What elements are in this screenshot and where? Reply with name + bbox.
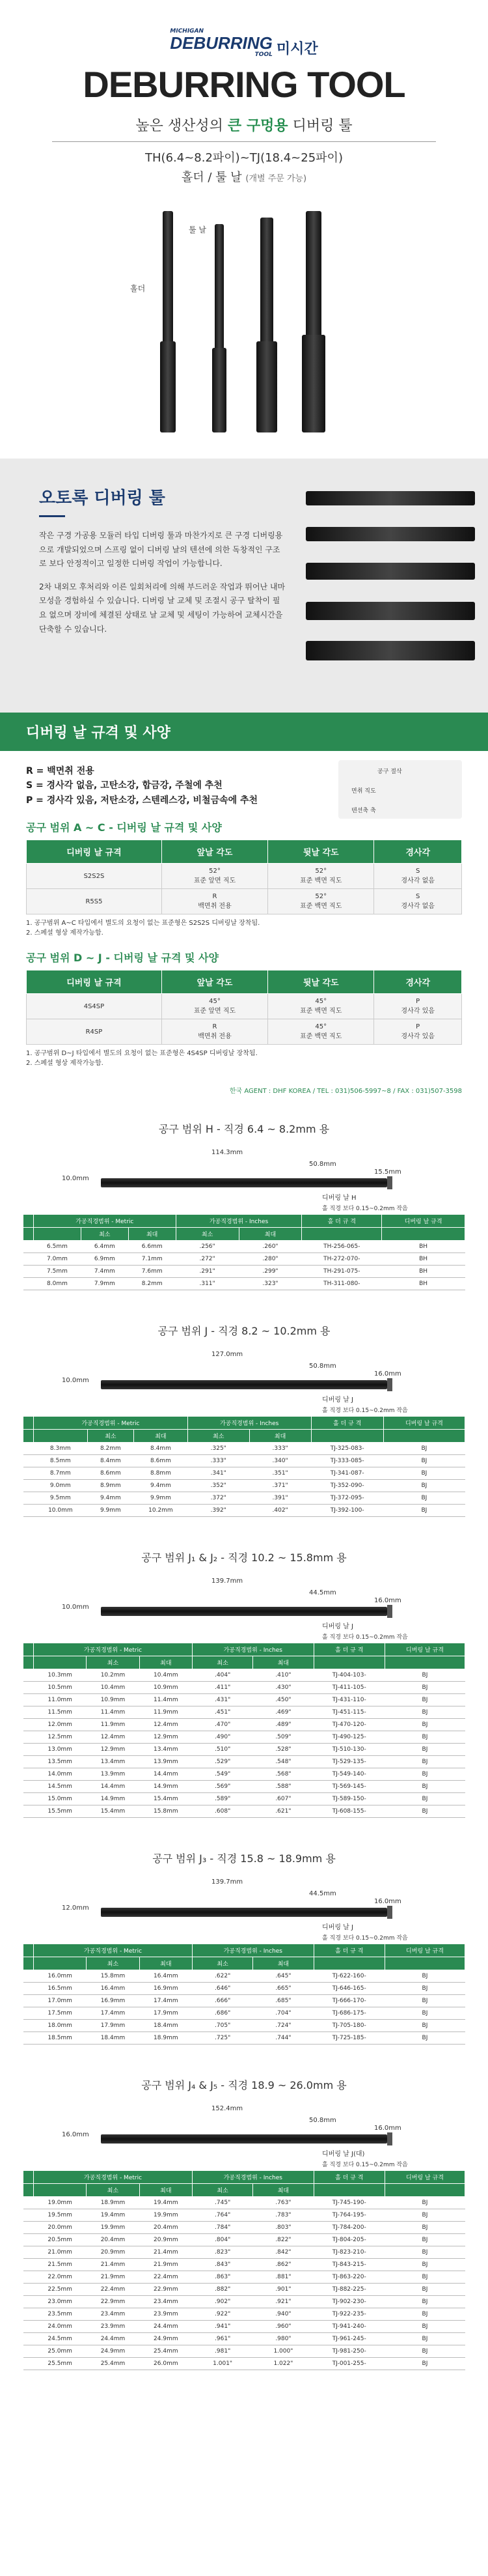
spec-table-a-c: 디버링 날 규격 앞날 각도 뒷날 각도 경사각 S2S2S 52° 표준 앞면 직도 52° 표준 백면 직도 S 경사각 없음 R5S5 R 백면취 전용 52° 표준 백면 직도 S 경사각 없음 xyxy=(26,840,462,914)
table-row: 13.5mm 13.4mm 13.9mm .529" .548" TJ-529-135- BJ xyxy=(23,1756,465,1768)
table-row: 14.0mm 13.9mm 14.4mm .549" .568" TJ-549-140- BJ xyxy=(23,1768,465,1781)
drawing-figure: 10.0mm 139.7mm 44.5mm 16.0mm 디버링 날 J 홀 직경 보다 0.15~0.2mm 작음 xyxy=(62,1578,408,1641)
drawing-title: 공구 범위 H - 직경 6.4 ~ 8.2mm 용 xyxy=(158,1123,330,1136)
drawing-figure: 10.0mm 114.3mm 50.8mm 15.5mm 디버링 날 H 홀 직경 보다 0.15~0.2mm 작음 xyxy=(62,1149,408,1213)
logo-main: DEBURRING xyxy=(170,33,273,53)
intro-title: 오토록 디버링 툴 xyxy=(39,488,165,508)
table-row: 25.5mm 25.4mm 26.0mm 1.001" 1.022" TJ-001-255- BJ xyxy=(23,2358,465,2370)
table1-note: 1. 공구범위 A~C 타입에서 별도의 요청이 없는 표준형은 S2S2S 디버링날 장착됨. 2. 스페셜 형상 제작가능함. xyxy=(26,920,260,937)
agent-contact: 한국 AGENT : DHF KOREA / TEL : 031)506-5997~8 / FAX : 031)507-3598 xyxy=(229,1088,462,1096)
table-row: 7.5mm 7.4mm 7.6mm .291" .299" TH-291-075- BH xyxy=(23,1266,465,1278)
intro-section xyxy=(0,459,488,713)
table-row: 18.0mm 17.9mm 18.4mm .705" .724" TJ-705-180- BJ xyxy=(23,2020,465,2032)
table-row: 9.5mm 9.4mm 9.9mm .372" .391" TJ-372-095- BJ xyxy=(23,1492,465,1505)
table-row: 18.5mm 18.4mm 18.9mm .725" .744" TJ-725-185- BJ xyxy=(23,2032,465,2045)
intro-paragraph-2: 2차 내외모 후처리와 이른 일회처리에 의해 부드러운 작업과 뛰어난 내마모성을 경험하실 수 있습니다. 디버링 날 교체 및 조절시 공구 탈착이 필요 없으며 장비에 체결된 상태로 날 교체 및 세팅이 가능하여 교체시간을 단축할 수 있습니다. xyxy=(39,582,286,634)
spec-section xyxy=(0,751,488,1081)
drawing-table: 가공직경범위 - Metric 가공직경범위 - Inches 홀 더 규 격 디버링 날 규격 최소 최대 최소 최대 8.3mm 8.2mm 8.4mm .325" .333" TJ-325-083- BJ 8.5mm 8.4mm 8.6mm .333" .340" TJ-333-085- BJ 8.7mm 8.6mm 8.8mm .341" .351" TJ-341-087- BJ 9.0mm 8.9mm 9.4mm .352" .371" TJ-352-090- BJ 9.5mm 9.4mm 9.9mm .372" .391" TJ-372-095- BJ 10.0mm 9.9mm 10.2mm .392" .402" TJ-392-100- BJ xyxy=(23,1416,465,1517)
table-row: 23.0mm 22.9mm 23.4mm .902" .921" TJ-902-230- BJ xyxy=(23,2296,465,2308)
drawing-table: 가공직경범위 - Metric 가공직경범위 - Inches 홀 더 규 격 디버링 날 규격 최소 최대 최소 최대 16.0mm 15.8mm 16.4mm .622" .645" TJ-622-160- BJ 16.5mm 16.4mm 16.9mm .646" .665" TJ-646-165- BJ 17.0mm 16.9mm 17.4mm .666" .685" TJ-666-170- BJ 17.5mm 17.4mm 17.9mm .686" .704" TJ-686-175- BJ 18.0mm 17.9mm 18.4mm .705" .724" TJ-705-180- BJ 18.5mm 18.4mm 18.9mm .725" .744" TJ-725-185- BJ xyxy=(23,1944,465,2045)
brand-logo xyxy=(170,28,318,58)
drawing-section xyxy=(0,1536,488,1837)
tool-product-image xyxy=(0,211,488,446)
drawing-title: 공구 범위 J - 직경 8.2 ~ 10.2mm 용 xyxy=(157,1325,331,1338)
drawing-table: 가공직경범위 - Metric 가공직경범위 - Inches 홀 더 규 격 디버링 날 규격 최소 최대 최소 최대 10.3mm 10.2mm 10.4mm .404" .410" TJ-404-103- BJ 10.5mm 10.4mm 10.9mm .411" .430" TJ-411-105- BJ 11.0mm 10.9mm 11.4mm .431" .450" TJ-431-110- BJ 11.5mm 11.4mm 11.9mm .451" .469" TJ-451-115- BJ 12.0mm 11.9mm 12.4mm .470" .489" TJ-470-120- BJ 12.5mm 12.4mm 12.9mm .490" .509" TJ-490-125- BJ 13.0mm 12.9mm 13.4mm .510" .528" TJ-510-130- BJ 13.5mm 13.4mm 13.9mm .529" .548" TJ-529-135- BJ 14.0mm 13.9mm 14.4mm .549" .568" TJ-549-140- BJ 14.5mm 14.4mm 14.9mm .569" .588" TJ-569-145- BJ 15.0mm 14.9mm 15.4mm .589" .607" TJ-589-150- BJ 15.5mm 15.4mm 15.8mm .608" .621" TJ-608-155- BJ xyxy=(23,1643,465,1818)
table-row: S2S2S 52° 표준 앞면 직도 52° 표준 백면 직도 S 경사각 없음 xyxy=(27,864,462,889)
drawing-figure: 12.0mm 139.7mm 44.5mm 16.0mm 디버링 날 J 홀 직경 보다 0.15~0.2mm 작음 xyxy=(62,1878,408,1942)
drawing-section xyxy=(0,1108,488,1310)
table-row: 22.5mm 22.4mm 22.9mm .882" .901" TJ-882-225- BJ xyxy=(23,2284,465,2296)
drawing-figure: 10.0mm 127.0mm 50.8mm 16.0mm 디버링 날 J 홀 직경 보다 0.15~0.2mm 작음 xyxy=(62,1351,408,1415)
table-row: 12.0mm 11.9mm 12.4mm .470" .489" TJ-470-120- BJ xyxy=(23,1719,465,1731)
table1-title: 공구 범위 A ~ C - 디버링 날 규격 및 사양 xyxy=(26,821,222,834)
drawing-title: 공구 범위 J₃ - 직경 15.8 ~ 18.9mm 용 xyxy=(152,1852,336,1865)
drawings-container xyxy=(0,1108,488,2390)
table-row: 17.0mm 16.9mm 17.4mm .666" .685" TJ-666-170- BJ xyxy=(23,1995,465,2007)
blade-diagram-image: 공구 절삭 면취 직도 텐션축 축 xyxy=(338,760,462,819)
holder-text: 홀더 / 툴 날 (개별 주문 가능) xyxy=(181,171,307,184)
table-row: 12.5mm 12.4mm 12.9mm .490" .509" TJ-490-125- BJ xyxy=(23,1731,465,1744)
table-row: 19.0mm 18.9mm 19.4mm .745" .763" TJ-745-190- BJ xyxy=(23,2197,465,2209)
table-row: 8.7mm 8.6mm 8.8mm .341" .351" TJ-341-087- BJ xyxy=(23,1467,465,1480)
table-row: 9.0mm 8.9mm 9.4mm .352" .371" TJ-352-090- BJ xyxy=(23,1480,465,1492)
logo-tool: TOOL xyxy=(254,51,273,58)
table-row: 8.0mm 7.9mm 8.2mm .311" .323" TH-311-080- BH xyxy=(23,1278,465,1290)
drawing-table: 가공직경범위 - Metric 가공직경범위 - Inches 홀 더 규 격 디버링 날 규격 최소 최대 최소 최대 19.0mm 18.9mm 19.4mm .745" .763" TJ-745-190- BJ 19.5mm 19.4mm 19.9mm .764" .783" TJ-764-195- BJ 20.0mm 19.9mm 20.4mm .784" .803" TJ-784-200- BJ 20.5mm 20.4mm 20.9mm .804" .822" TJ-804-205- BJ 21.0mm 20.9mm 21.4mm .823" .842" TJ-823-210- BJ 21.5mm 21.4mm 21.9mm .843" .862" TJ-843-215- BJ 22.0mm 21.9mm 22.4mm .863" .881" TJ-863-220- BJ 22.5mm 22.4mm 22.9mm .882" .901" TJ-882-225- BJ 23.0mm 22.9mm 23.4mm .902" .921" TJ-902-230- BJ 23.5mm 23.4mm 23.9mm .922" .940" TJ-922-235- BJ 24.0mm 23.9mm 24.4mm .941" .960" TJ-941-240- BJ 24.5mm 24.4mm 24.9mm .961" .980" TJ-961-245- BJ 25.0mm 24.9mm 25.4mm .981" 1.000" TJ-981-250- BJ 25.5mm 25.4mm 26.0mm 1.001" 1.022" TJ-001-255- BJ xyxy=(23,2170,465,2370)
table-row: 14.5mm 14.4mm 14.9mm .569" .588" TJ-569-145- BJ xyxy=(23,1781,465,1793)
drawing-figure: 16.0mm 152.4mm 50.8mm 16.0mm 디버링 날 J(대) 홀 직경 보다 0.15~0.2mm 작음 xyxy=(62,2105,408,2169)
spec-header: 디버링 날 규격 및 사양 xyxy=(0,713,488,751)
table-row: 16.0mm 15.8mm 16.4mm .622" .645" TJ-622-160- BJ xyxy=(23,1970,465,1983)
range-text: TH(6.4~8.2파이)~TJ(18.4~25파이) xyxy=(145,151,343,165)
spec-rules: R = 백면취 전용 S = 경사각 없음, 고탄소강, 합금강, 주철에 추천 P = 경사각 있음, 저탄소강, 스텐레스강, 비철금속에 추천 xyxy=(26,766,258,806)
table-row: 15.5mm 15.4mm 15.8mm .608" .621" TJ-608-155- BJ xyxy=(23,1805,465,1818)
table-row: 24.0mm 23.9mm 24.4mm .941" .960" TJ-941-240- BJ xyxy=(23,2321,465,2333)
table-row: 23.5mm 23.4mm 23.9mm .922" .940" TJ-922-235- BJ xyxy=(23,2308,465,2321)
table-row: 6.5mm 6.4mm 6.6mm .256" .260" TH-256-065- BH xyxy=(23,1241,465,1253)
drawing-section xyxy=(0,1837,488,2064)
page-title: DEBURRING TOOL xyxy=(83,64,405,105)
table-row: 11.5mm 11.4mm 11.9mm .451" .469" TJ-451-115- BJ xyxy=(23,1706,465,1719)
table-row: R5S5 R 백면취 전용 52° 표준 백면 직도 S 경사각 없음 xyxy=(27,889,462,914)
drawing-title: 공구 범위 J₄ & J₅ - 직경 18.9 ~ 26.0mm 용 xyxy=(141,2079,347,2092)
tools-lineup-image xyxy=(293,485,475,700)
table2-note: 1. 공구범위 D~J 타입에서 별도의 요청이 없는 표준형은 4S4SP 디버링날 장착됨. 2. 스페셜 형상 제작가능함. xyxy=(26,1050,258,1068)
hero-section xyxy=(0,0,488,198)
table-row: 19.5mm 19.4mm 19.9mm .764" .783" TJ-764-195- BJ xyxy=(23,2209,465,2222)
table-row: 7.0mm 6.9mm 7.1mm .272" .280" TH-272-070- BH xyxy=(23,1253,465,1266)
table-row: 8.5mm 8.4mm 8.6mm .333" .340" TJ-333-085- BJ xyxy=(23,1455,465,1467)
table-row: 20.0mm 19.9mm 20.4mm .784" .803" TJ-784-200- BJ xyxy=(23,2222,465,2234)
table-row: 8.3mm 8.2mm 8.4mm .325" .333" TJ-325-083- BJ xyxy=(23,1443,465,1455)
logo-kr: 미시간 xyxy=(276,41,318,57)
table-row: 16.5mm 16.4mm 16.9mm .646" .665" TJ-646-165- BJ xyxy=(23,1983,465,1995)
table-row: 21.0mm 20.9mm 21.4mm .823" .842" TJ-823-210- BJ xyxy=(23,2246,465,2259)
table-row: 22.0mm 21.9mm 22.4mm .863" .881" TJ-863-220- BJ xyxy=(23,2271,465,2284)
table-row: 13.0mm 12.9mm 13.4mm .510" .528" TJ-510-130- BJ xyxy=(23,1744,465,1756)
table-row: 21.5mm 21.4mm 21.9mm .843" .862" TJ-843-215- BJ xyxy=(23,2259,465,2271)
drawing-section xyxy=(0,2064,488,2390)
table-row: 20.5mm 20.4mm 20.9mm .804" .822" TJ-804-205- BJ xyxy=(23,2234,465,2246)
annot-blade: 툴 날 xyxy=(189,225,206,234)
table-row: 10.0mm 9.9mm 10.2mm .392" .402" TJ-392-100- BJ xyxy=(23,1505,465,1517)
table-row: 10.5mm 10.4mm 10.9mm .411" .430" TJ-411-105- BJ xyxy=(23,1682,465,1694)
logo-small: MICHIGAN xyxy=(170,28,204,35)
drawing-section xyxy=(0,1310,488,1536)
table-row: 11.0mm 10.9mm 11.4mm .431" .450" TJ-431-110- BJ xyxy=(23,1694,465,1706)
spec-table-d-j: 디버링 날 규격 앞날 각도 뒷날 각도 경사각 4S4SP 45° 표준 앞면 직도 45° 표준 백면 직도 P 경사각 있음 R4SP R 백면취 전용 45° 표준 백면 직도 P 경사각 있음 xyxy=(26,970,462,1045)
drawing-title: 공구 범위 J₁ & J₂ - 직경 10.2 ~ 15.8mm 용 xyxy=(141,1551,347,1564)
intro-paragraph-1: 작은 구경 가공용 모듈러 타입 디버링 툴과 마찬가지로 큰 구경 디버링용으로 개발되었으며 스프링 없이 디버링 날의 텐션에 의한 독창적인 구조로 보다 안정적이고 일정한 디버링 작업이 가능합니다. xyxy=(39,531,283,569)
table-row: R4SP R 백면취 전용 45° 표준 백면 직도 P 경사각 있음 xyxy=(27,1019,462,1045)
headline: 높은 생산성의 큰 구멍용 디버링 툴 xyxy=(135,118,353,134)
table-row: 15.0mm 14.9mm 15.4mm .589" .607" TJ-589-150- BJ xyxy=(23,1793,465,1805)
table-row: 10.3mm 10.2mm 10.4mm .404" .410" TJ-404-103- BJ xyxy=(23,1669,465,1682)
drawing-table: 가공직경범위 - Metric 가공직경범위 - Inches 홀 더 규 격 디버링 날 규격 최소 최대 최소 최대 6.5mm 6.4mm 6.6mm .256" .260" TH-256-065- BH 7.0mm 6.9mm 7.1mm .272" .280" TH-272-070- BH 7.5mm 7.4mm 7.6mm .291" .299" TH-291-075- BH 8.0mm 7.9mm 8.2mm .311" .323" TH-311-080- BH xyxy=(23,1214,465,1290)
annot-holder: 홀더 xyxy=(130,284,146,293)
table-row: 17.5mm 17.4mm 17.9mm .686" .704" TJ-686-175- BJ xyxy=(23,2007,465,2020)
table-row: 4S4SP 45° 표준 앞면 직도 45° 표준 백면 직도 P 경사각 있음 xyxy=(27,994,462,1019)
table-row: 25.0mm 24.9mm 25.4mm .981" 1.000" TJ-981-250- BJ xyxy=(23,2345,465,2358)
table-row: 24.5mm 24.4mm 24.9mm .961" .980" TJ-961-245- BJ xyxy=(23,2333,465,2345)
table2-title: 공구 범위 D ~ J - 디버링 날 규격 및 사양 xyxy=(26,952,219,965)
